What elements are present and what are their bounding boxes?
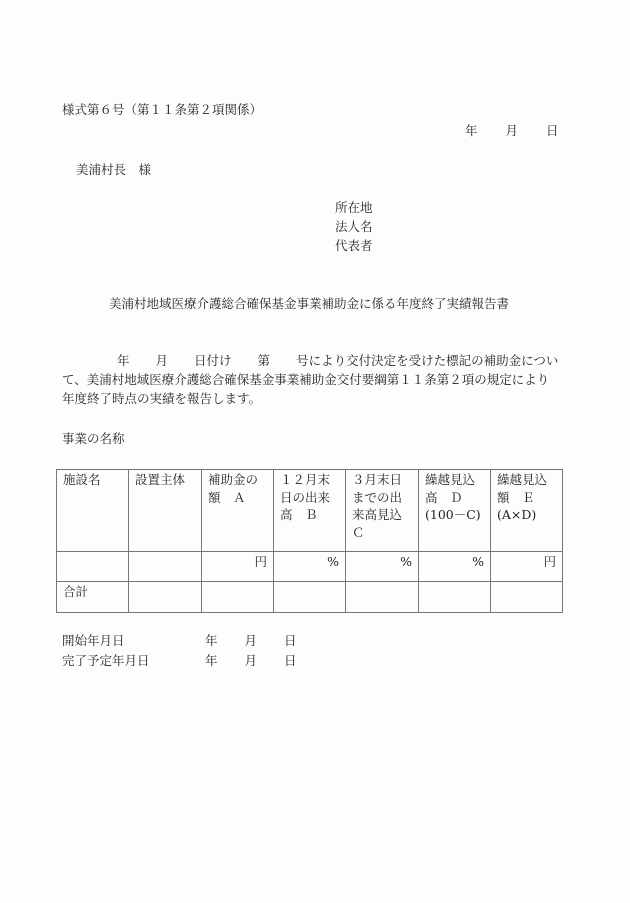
report-date [465, 122, 559, 139]
total-cell[interactable] [346, 582, 419, 613]
cell-expected-pct[interactable]: % [346, 552, 419, 582]
cell-subsidy-yen[interactable]: 円 [202, 552, 274, 582]
representative-label: 代表者 [335, 238, 373, 253]
completion-date-label: 完了予定年月日 [62, 653, 150, 668]
start-date-label: 開始年月日 [62, 633, 125, 648]
unit-row [57, 552, 563, 582]
total-cell[interactable] [491, 582, 563, 613]
header-operator: 設置主体 [129, 470, 202, 552]
document-title: 美浦村地域医療介護総合確保基金事業補助金に係る年度終了実績報告書 [109, 296, 510, 311]
header-carryover-e: 繰越見込 額 Ｅ (A×D) [491, 470, 563, 552]
header-facility-name: 施設名 [57, 470, 129, 552]
body-line-2: て、美浦村地域医療介護総合確保基金事業補助金交付要綱第１１条第２項の規定により [62, 372, 550, 387]
address-label: 所在地 [335, 200, 373, 215]
total-cell[interactable] [419, 582, 491, 613]
cell-operator[interactable] [129, 552, 202, 582]
total-label: 合計 [57, 582, 129, 613]
date-day: 日 [546, 123, 559, 138]
project-name-label: 事業の名称 [62, 431, 125, 446]
body-line-1: 年 月 日付け 第 号により交付決定を受けた標記の補助金につい [117, 353, 559, 368]
header-subsidy-a: 補助金の 額 Ａ [202, 470, 274, 552]
report-table [56, 469, 563, 613]
header-carryover-d: 繰越見込 高 Ｄ (100－C) [419, 470, 491, 552]
date-year: 年 [465, 123, 478, 138]
header-row [57, 470, 563, 552]
body-line-3: 年度終了時点の実績を報告します。 [62, 391, 262, 406]
completion-date-fields: 年 月 日 [205, 653, 297, 668]
start-date-fields: 年 月 日 [205, 633, 297, 648]
corporation-label: 法人名 [335, 219, 373, 234]
total-row [57, 582, 563, 613]
total-cell[interactable] [274, 582, 346, 613]
form-number: 様式第６号（第１１条第２項関係） [62, 102, 263, 117]
header-expected-c: ３月末日 までの出 来高見込 Ｃ [346, 470, 419, 552]
cell-carryover-pct[interactable]: % [419, 552, 491, 582]
cell-facility[interactable] [57, 552, 129, 582]
date-month: 月 [505, 123, 519, 138]
cell-progress-pct[interactable]: % [274, 552, 346, 582]
total-cell[interactable] [129, 582, 202, 613]
header-progress-b: １２月末 日の出来 高 Ｂ [274, 470, 346, 552]
addressee: 美浦村長 様 [76, 162, 152, 177]
cell-carryover-yen[interactable]: 円 [491, 552, 563, 582]
total-cell[interactable] [202, 582, 274, 613]
